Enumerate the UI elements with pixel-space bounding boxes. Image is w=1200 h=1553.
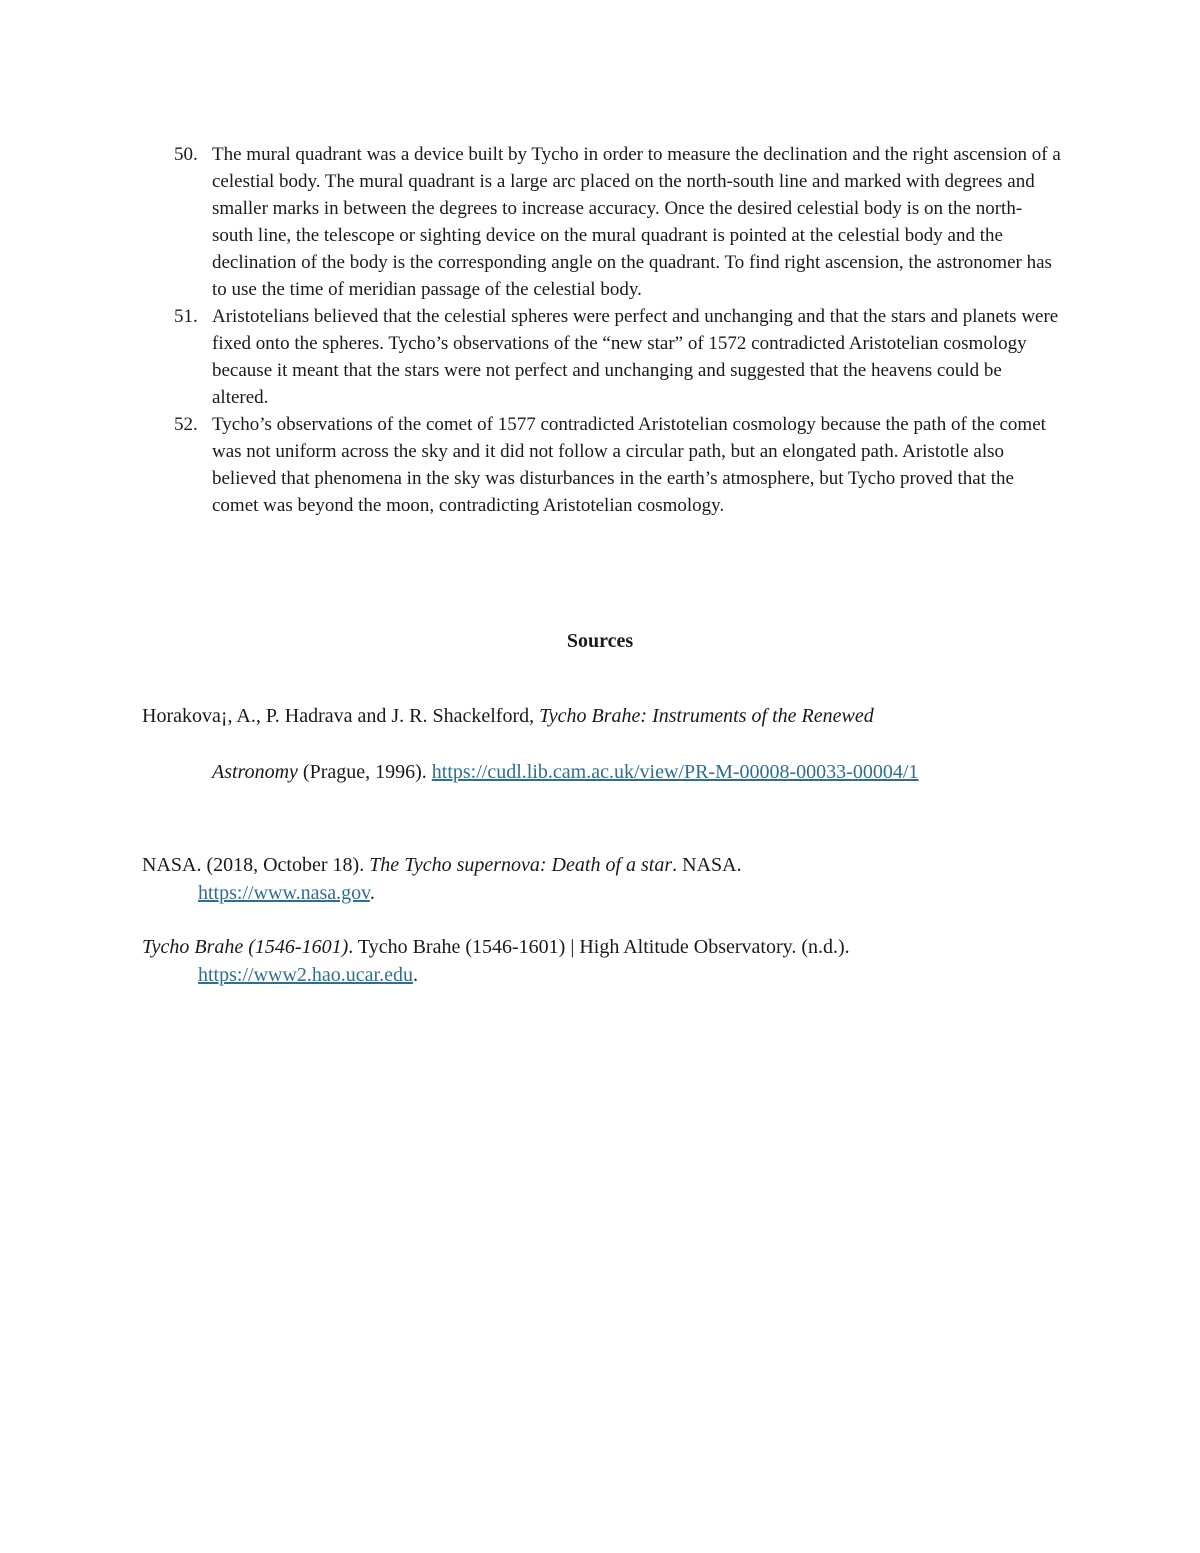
citation-link-line <box>142 961 1072 989</box>
list-item <box>174 411 1062 519</box>
citation-link[interactable]: https://www2.hao.ucar.edu <box>198 964 413 986</box>
citation-suffix: . Tycho Brahe (1546-1601) | High Altitude Observatory. (n.d.). <box>348 936 850 958</box>
citation-prefix: Horakova¡, A., P. Hadrava and J. R. Shackelford, <box>142 705 540 727</box>
citation-link-line <box>142 879 1072 907</box>
answer-list <box>174 141 1062 519</box>
item-text: Aristotelians believed that the celestial spheres were perfect and unchanging and that the stars and planets were fixed onto the spheres. Tycho’s observations of the “new star” of 1572 contradicted Aristotelian cosmology because it meant that the stars were not perfect and unchanging and suggested that the heavens could be altered. <box>212 306 1059 408</box>
item-number: 50. <box>174 144 198 165</box>
citation-prefix: NASA. (2018, October 18). <box>142 854 370 876</box>
citation-link[interactable]: https://www.nasa.gov <box>198 882 370 904</box>
citation-suffix: (Prague, 1996). <box>297 761 432 783</box>
sources-heading: Sources <box>566 630 634 652</box>
citation-suffix: . NASA. <box>672 854 742 876</box>
citation-title: The Tycho supernova: Death of a star <box>369 854 673 876</box>
item-text: Tycho’s observations of the comet of 1577 contradicted Aristotelian cosmology because the path of the comet was not uniform across the sky and it did not follow a circular path, but an elongated path. Aristotle also believed that phenomena in the sky was disturbances in the earth’s atmosphere, but Tycho proved that the comet was beyond the moon, contradicting Aristotelian cosmology. <box>212 414 1046 516</box>
list-item <box>174 303 1062 411</box>
citation-after: . <box>369 882 375 904</box>
item-text: The mural quadrant was a device built by Tycho in order to measure the declination and the right ascension of a celestial body. The mural quadrant is a large arc placed on the north-south line and marked with degrees and smaller marks in between the degrees to increase accuracy. Once the desired celestial body is on the north-south line, the telescope or sighting device on the mural quadrant is pointed at the celestial body and the declination of the body is the corresponding angle on the quadrant. To find right ascension, the astronomer has to use the time of meridian passage of the celestial body. <box>212 144 1061 300</box>
citation-nasa <box>142 851 1072 907</box>
citation-title: Tycho Brahe (1546-1601) <box>142 936 349 958</box>
citation-horakova <box>142 688 1072 800</box>
citation-title-cont: Astronomy <box>212 761 298 783</box>
item-number: 51. <box>174 306 198 327</box>
citation-continuation <box>142 744 1072 800</box>
citation-title: Tycho Brahe: Instruments of the Renewed <box>539 705 874 727</box>
citation-after: . <box>412 964 418 986</box>
citation-link[interactable]: https://cudl.lib.cam.ac.uk/view/PR-M-00008-00033-00004/1 <box>431 761 919 783</box>
list-item <box>174 141 1062 303</box>
citation-hao <box>142 933 1072 989</box>
item-number: 52. <box>174 414 198 435</box>
